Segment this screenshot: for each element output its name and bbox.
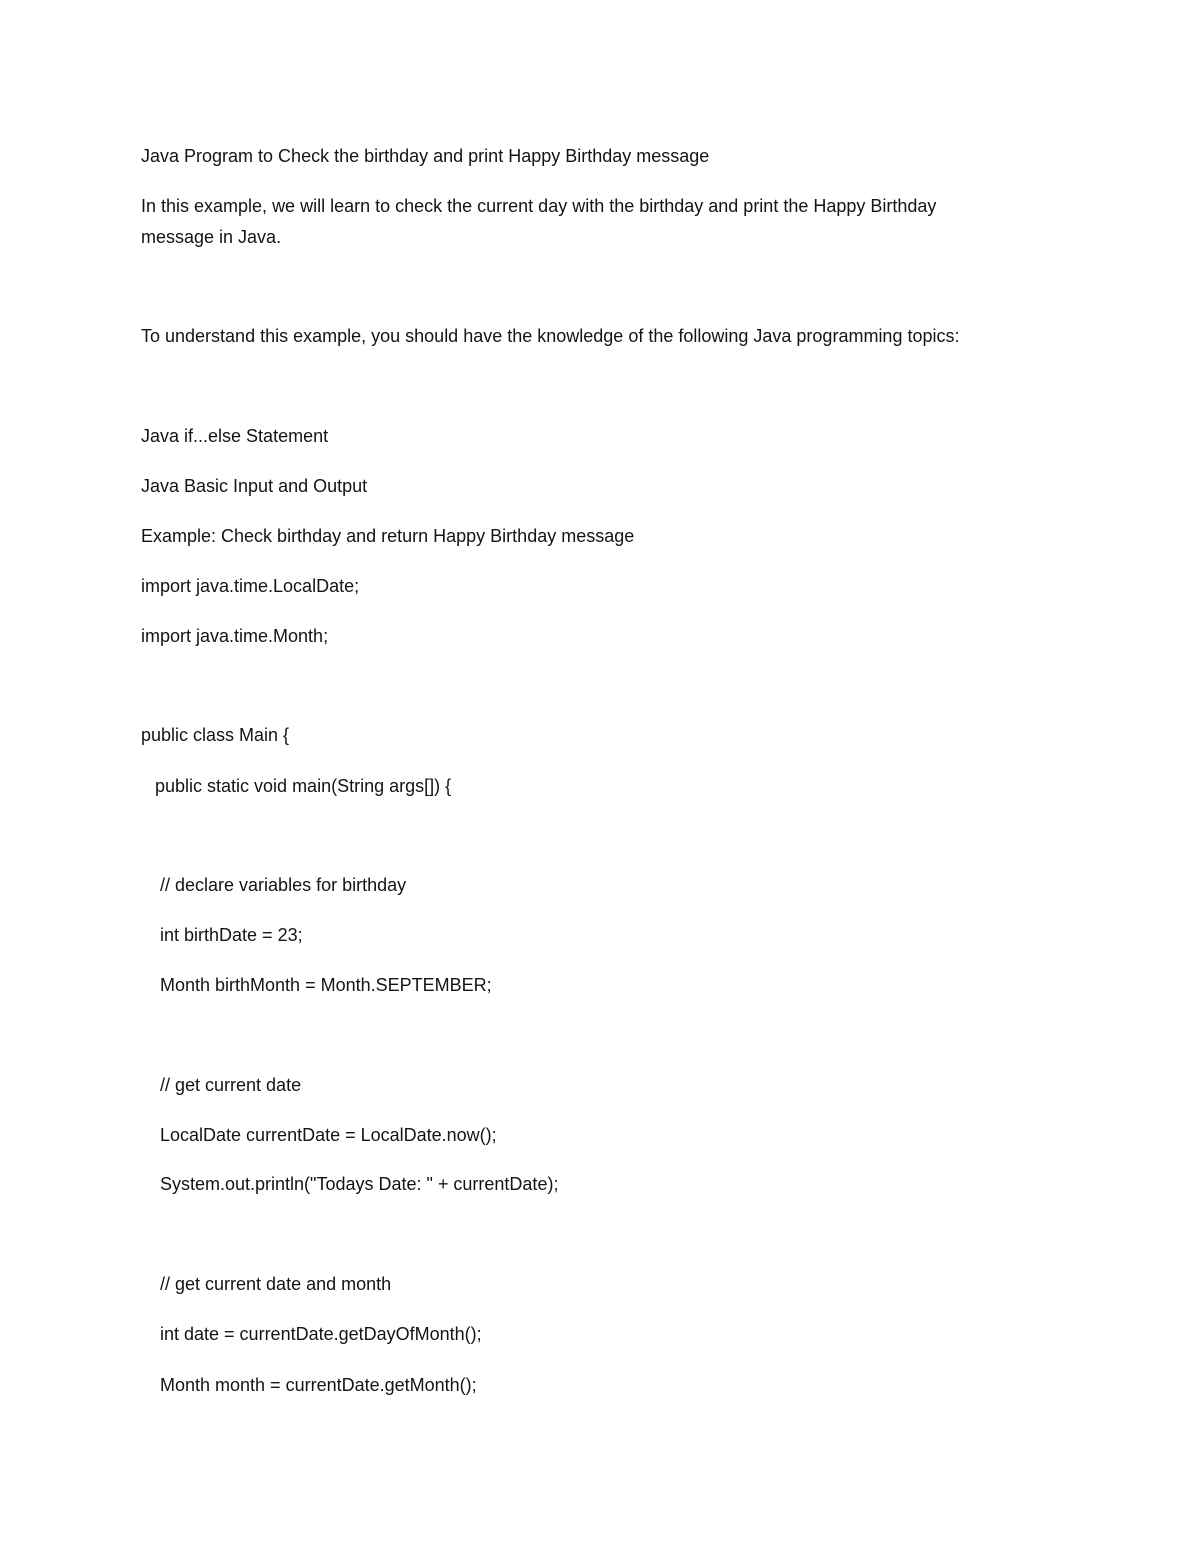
code-line: import java.time.LocalDate; [141, 576, 360, 596]
document-title: Java Program to Check the birthday and print Happy Birthday message [141, 146, 710, 166]
code-line: int birthDate = 23; [160, 925, 303, 945]
code-line: System.out.println("Todays Date: " + currentDate); [160, 1174, 559, 1194]
code-comment: // get current date [160, 1075, 302, 1095]
code-line: int date = currentDate.getDayOfMonth(); [160, 1324, 482, 1344]
code-line: LocalDate currentDate = LocalDate.now(); [160, 1125, 497, 1145]
topic-item: Java Basic Input and Output [141, 476, 368, 496]
code-line: public static void main(String args[]) { [155, 776, 452, 796]
prerequisite-paragraph: To understand this example, you should have the knowledge of the following Java programming topics: [141, 326, 960, 346]
code-line: Month month = currentDate.getMonth(); [160, 1375, 477, 1395]
code-line: import java.time.Month; [141, 626, 329, 646]
topic-item: Java if...else Statement [141, 426, 329, 446]
code-line: public class Main { [141, 725, 290, 745]
intro-paragraph-line-1: In this example, we will learn to check the current day with the birthday and print the Happy Birthday [141, 196, 937, 216]
code-comment: // declare variables for birthday [160, 875, 407, 895]
code-line: Month birthMonth = Month.SEPTEMBER; [160, 975, 492, 995]
code-comment: // get current date and month [160, 1274, 392, 1294]
example-heading: Example: Check birthday and return Happy Birthday message [141, 526, 635, 546]
intro-paragraph-line-2: message in Java. [141, 227, 282, 247]
